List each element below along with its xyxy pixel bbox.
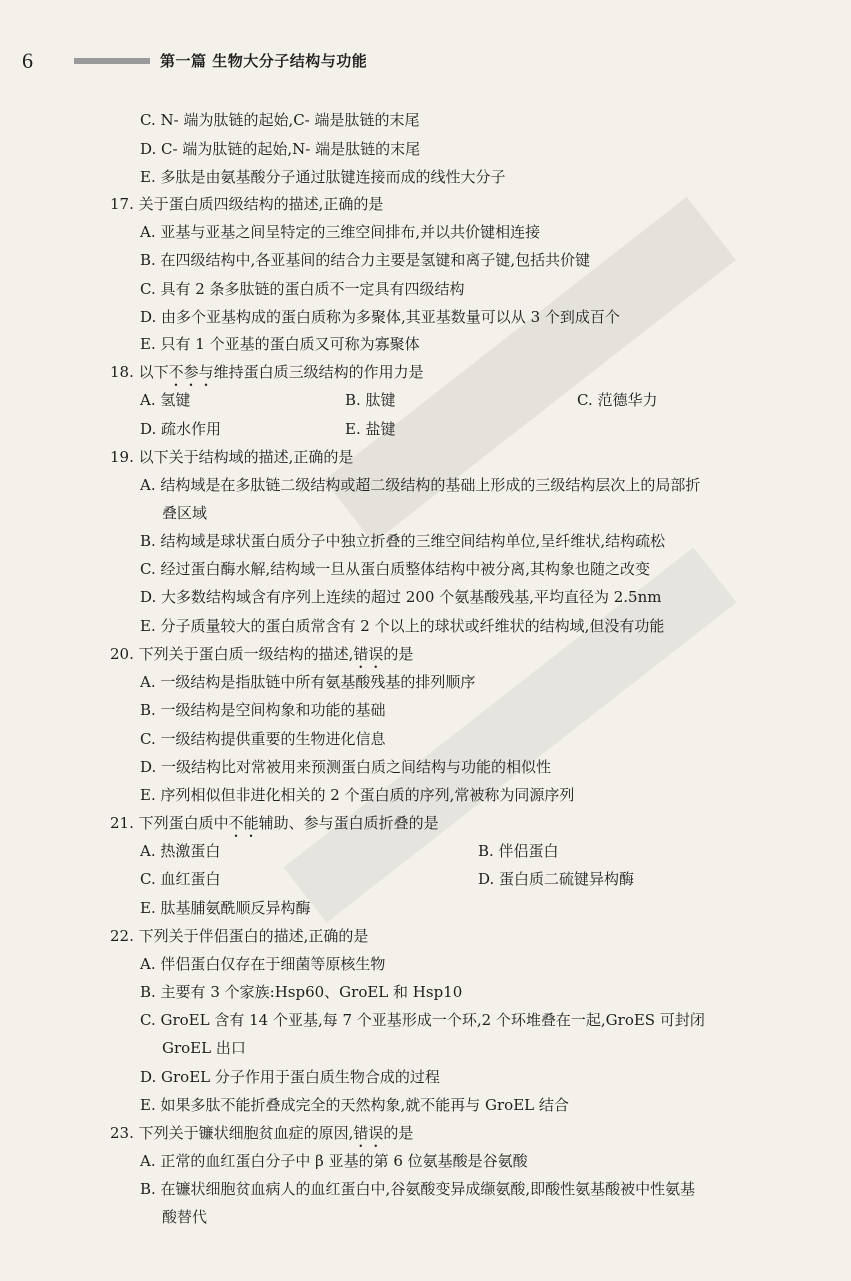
option-line: B. 主要有 3 个家族:Hsp60、GroEL 和 Hsp10: [140, 983, 463, 1001]
option-line: C. GroEL 含有 14 个亚基,每 7 个亚基形成一个环,2 个环堆叠在一起,GroES 可封闭: [140, 1011, 705, 1029]
option-line: D. 疏水作用: [140, 420, 222, 438]
option-line: C. 一级结构提供重要的生物进化信息: [140, 730, 386, 748]
page-header: [0, 44, 851, 78]
emphasis-text: 不参与: [168, 363, 214, 381]
option-line: A. 结构域是在多肽链二级结构或超二级结构的基础上形成的三级结构层次上的局部折: [140, 476, 701, 494]
option-line: D. GroEL 分子作用于蛋白质生物合成的过程: [140, 1068, 440, 1086]
option-line: A. 一级结构是指肽链中所有氨基酸残基的排列顺序: [140, 673, 476, 691]
question-stem: 20. 下列关于蛋白质一级结构的描述,错误的是: [110, 645, 414, 663]
page-number: 6: [22, 48, 33, 73]
option-line: B. 结构域是球状蛋白质分子中独立折叠的三维空间结构单位,呈纤维状,结构疏松: [140, 532, 666, 550]
question-stem: 23. 下列关于镰状细胞贫血症的原因,错误的是: [110, 1124, 414, 1142]
emphasis-text: 错误: [353, 645, 384, 663]
option-line: B. 在四级结构中,各亚基间的结合力主要是氢键和离子键,包括共价键: [140, 251, 591, 269]
option-line: E. 分子质量较大的蛋白质常含有 2 个以上的球状或纤维状的结构域,但没有功能: [140, 617, 665, 635]
option-line: B. 一级结构是空间构象和功能的基础: [140, 701, 386, 719]
option-line: D. 一级结构比对常被用来预测蛋白质之间结构与功能的相似性: [140, 758, 552, 776]
question-stem: 19. 以下关于结构域的描述,正确的是: [110, 448, 354, 466]
section-title: 第一篇 生物大分子结构与功能: [160, 52, 368, 70]
option-line: A. 亚基与亚基之间呈特定的三维空间排布,并以共价键相连接: [140, 223, 541, 241]
option-line: E. 盐键: [345, 420, 396, 438]
option-line: E. 只有 1 个亚基的蛋白质又可称为寡聚体: [140, 335, 420, 353]
option-line: A. 氢键: [140, 391, 191, 409]
option-line: A. 热激蛋白: [140, 842, 221, 860]
question-stem: 18. 以下不参与维持蛋白质三级结构的作用力是: [110, 363, 424, 381]
option-line: C. 范德华力: [577, 391, 658, 409]
option-line: B. 肽键: [345, 391, 396, 409]
option-line: C. N- 端为肽链的起始,C- 端是肽链的末尾: [140, 111, 420, 129]
option-line: 酸替代: [162, 1208, 208, 1226]
option-line: A. 伴侣蛋白仅存在于细菌等原核生物: [140, 955, 386, 973]
option-line: E. 序列相似但非进化相关的 2 个蛋白质的序列,常被称为同源序列: [140, 786, 575, 804]
option-line: D. 蛋白质二硫键异构酶: [478, 870, 635, 888]
option-line: GroEL 出口: [162, 1039, 246, 1057]
option-line: E. 肽基脯氨酰顺反异构酶: [140, 899, 311, 917]
emphasis-text: 错误: [353, 1124, 384, 1142]
emphasis-text: 不能: [228, 814, 259, 832]
question-stem: 22. 下列关于伴侣蛋白的描述,正确的是: [110, 927, 369, 945]
option-line: D. C- 端为肽链的起始,N- 端是肽链的末尾: [140, 140, 421, 158]
option-line: C. 具有 2 条多肽链的蛋白质不一定具有四级结构: [140, 280, 465, 298]
option-line: B. 伴侣蛋白: [478, 842, 559, 860]
option-line: C. 血红蛋白: [140, 870, 221, 888]
option-line: D. 大多数结构域含有序列上连续的超过 200 个氨基酸残基,平均直径为 2.5nm: [140, 588, 662, 606]
header-rule: [74, 58, 150, 64]
option-line: 叠区域: [162, 504, 208, 522]
option-line: E. 多肽是由氨基酸分子通过肽键连接而成的线性大分子: [140, 168, 506, 186]
option-line: A. 正常的血红蛋白分子中 β 亚基的第 6 位氨基酸是谷氨酸: [140, 1152, 528, 1170]
option-line: C. 经过蛋白酶水解,结构域一旦从蛋白质整体结构中被分离,其构象也随之改变: [140, 560, 651, 578]
option-line: B. 在镰状细胞贫血病人的血红蛋白中,谷氨酸变异成缬氨酸,即酸性氨基酸被中性氨基: [140, 1180, 696, 1198]
option-line: E. 如果多肽不能折叠成完全的天然构象,就不能再与 GroEL 结合: [140, 1096, 569, 1114]
option-line: D. 由多个亚基构成的蛋白质称为多聚体,其亚基数量可以从 3 个到成百个: [140, 308, 620, 326]
question-stem: 17. 关于蛋白质四级结构的描述,正确的是: [110, 195, 384, 213]
question-stem: 21. 下列蛋白质中不能辅助、参与蛋白质折叠的是: [110, 814, 439, 832]
